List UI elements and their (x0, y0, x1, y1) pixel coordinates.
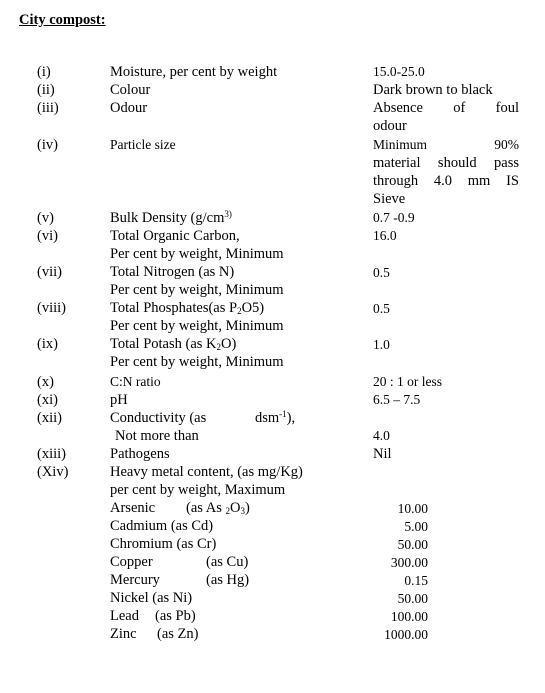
row-label-line2: Per cent by weight, Minimum (110, 246, 284, 262)
metal-name: Chromium (as Cr) (110, 536, 217, 552)
row-number: (xi) (37, 392, 58, 408)
row-number: (i) (37, 64, 51, 80)
row-value: 0.7 -0.9 (373, 210, 415, 225)
row-label: Total Potash (as $K_2O$) (110, 336, 237, 352)
page-title: City compost: (19, 12, 106, 28)
row-label: Heavy metal content, (as mg/Kg) (110, 464, 303, 480)
row-label: Pathogens (110, 446, 170, 462)
row-number: (xiii) (37, 446, 66, 462)
row-label: Total Nitrogen (as N) (110, 264, 235, 280)
row-label-line2: Per cent by weight, Minimum (110, 282, 284, 298)
metal-as: (as Cu) (206, 554, 249, 570)
row-number: (viii) (37, 300, 66, 316)
row-number: (v) (37, 210, 54, 226)
row-label: Moisture, per cent by weight (110, 64, 278, 80)
metal-name: Nickel (as Ni) (110, 590, 193, 606)
metal-value: 50.00 (397, 537, 428, 552)
metal-as: (as Zn) (157, 626, 199, 642)
row-value: Nil (373, 446, 392, 462)
row-label-line2: per cent by weight, Maximum (110, 482, 286, 498)
row-label-line2: Per cent by weight, Minimum (110, 354, 284, 370)
row-label-line2: Per cent by weight, Minimum (110, 318, 284, 334)
row-label-unit: dsm$^{-1}$), (255, 409, 296, 426)
metal-as: (as Hg) (206, 572, 250, 588)
metal-name: Copper (110, 554, 153, 570)
metal-value: 300.00 (390, 555, 428, 570)
metal-name: Lead (110, 608, 139, 624)
row-label: C:N ratio (110, 374, 161, 389)
row-label: Colour (110, 82, 151, 98)
row-label: Particle size (110, 137, 176, 152)
row-label: Bulk Density ($g/cm^{3)}$ (110, 209, 232, 226)
row-number: (ii) (37, 82, 55, 98)
row-value: odour (373, 118, 407, 134)
row-value: 16.0 (373, 228, 397, 243)
row-number: (ix) (37, 336, 58, 352)
row-value: 0.5 (373, 301, 390, 316)
row-value: through 4.0 mm IS (373, 173, 519, 189)
row-number: (Xiv) (37, 464, 69, 480)
metal-value: 10.00 (397, 501, 428, 516)
row-value: Dark brown to black (373, 82, 493, 98)
row-value: material should pass (373, 155, 519, 171)
metal-value: 0.15 (404, 573, 428, 588)
metal-as: (as As $_2O_3$) (186, 500, 250, 516)
metal-value: 50.00 (397, 591, 428, 606)
metal-value: 5.00 (404, 519, 428, 534)
row-value: 15.0-25.0 (373, 64, 425, 79)
metal-name: Arsenic (110, 500, 156, 516)
row-label: pH (110, 392, 128, 408)
row-label: Total Organic Carbon, (110, 228, 240, 244)
row-label: Conductivity (as (110, 410, 207, 426)
row-label: Total Phosphates(as $P_2O5$) (110, 300, 265, 316)
row-number: (iii) (37, 100, 59, 116)
row-value: Absence of foul (373, 100, 519, 116)
row-value: 0.5 (373, 265, 390, 280)
metal-name: Zinc (110, 626, 137, 642)
row-value: 20 : 1 or less (373, 374, 442, 389)
row-label-line2: Not more than (115, 428, 199, 444)
row-number: (vii) (37, 264, 62, 280)
metal-value: 100.00 (390, 609, 428, 624)
row-value: Sieve (373, 191, 406, 207)
row-value: 1.0 (373, 337, 390, 352)
row-value: 4.0 (373, 428, 390, 443)
row-label: Odour (110, 100, 148, 116)
row-number: (iv) (37, 137, 58, 153)
metal-as: (as Pb) (155, 608, 196, 624)
row-value: 6.5 – 7.5 (373, 392, 421, 407)
metal-name: Mercury (110, 572, 160, 588)
row-value: Minimum 90% (373, 137, 519, 152)
row-number: (vi) (37, 228, 58, 244)
row-number: (x) (37, 374, 54, 390)
metal-value: 1000.00 (384, 627, 428, 642)
row-number: (xii) (37, 410, 62, 426)
metal-name: Cadmium (as Cd) (110, 518, 214, 534)
